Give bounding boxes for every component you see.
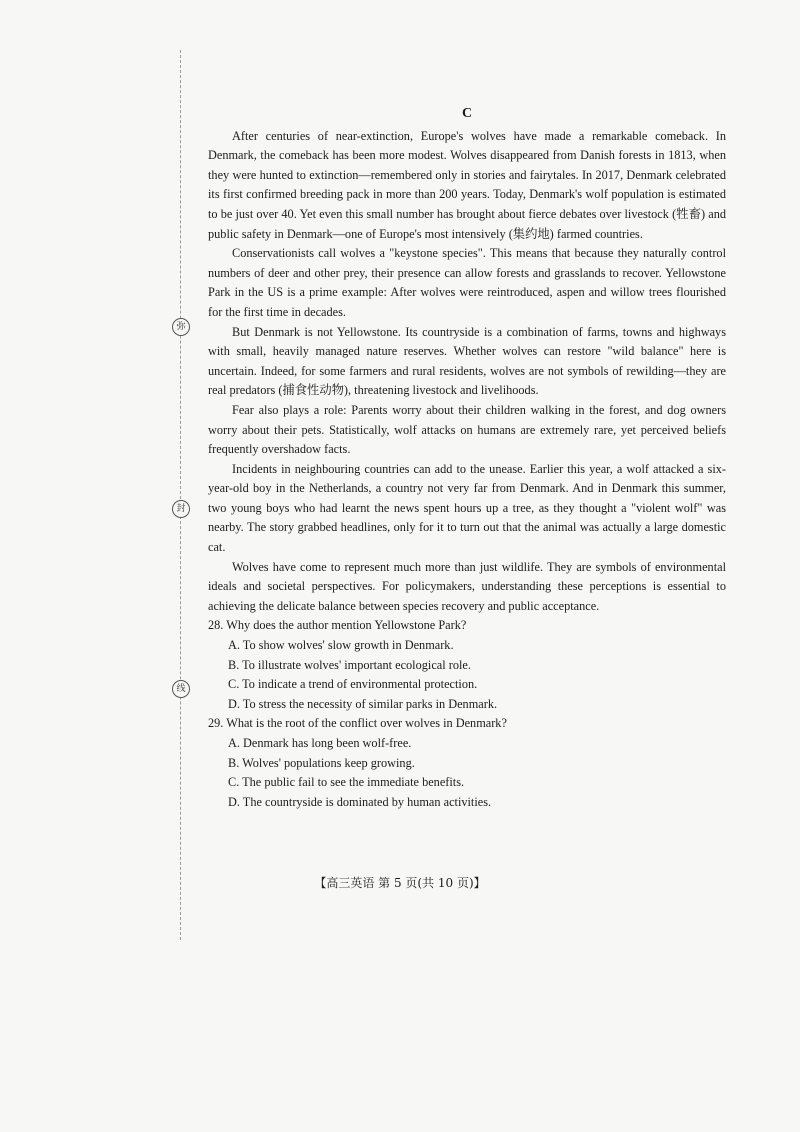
option-d: D. To stress the necessity of similar parks in Denmark. xyxy=(228,696,498,711)
passage-paragraph-2: Conservationists call wolves a "keystone species". This means that because they naturally control numbers of deer and other prey, their presence can allow forests and grasslands to recover. Yellowstone Park in the US is a prime example: After wolves were reintroduced, aspen and willow trees flourished for the first time in decades. xyxy=(208,246,726,319)
option-c: C. The public fail to see the immediate benefits. xyxy=(228,775,465,790)
passage-paragraph-5: Incidents in neighbouring countries can add to the unease. Earlier this year, a wolf attacked a six-year-old boy in the Netherlands, a country not very far from Denmark. And in Denmark this summer, two young boys who had learnt the news spent hours up a tree, as they thought a "violent wolf" was nearby. The story grabbed headlines, only for it to turn out that the animal was actually a large domestic cat. xyxy=(208,461,726,555)
option-a: A. Denmark has long been wolf-free. xyxy=(228,736,412,750)
section-heading: C xyxy=(461,106,473,121)
binding-dashed-line xyxy=(180,50,181,940)
reading-passage xyxy=(208,127,726,617)
passage-paragraph-3: But Denmark is not Yellowstone. Its countryside is a combination of farms, towns and highways with small, heavily managed nature reserves. Whether wolves can restore "wild balance" here is uncertain. Indeed, for some farmers and rural residents, wolves are not symbols of rewilding—they are real predators (捕食性动物), threatening livestock and livelihoods. xyxy=(208,324,726,398)
option-b: B. Wolves' populations keep growing. xyxy=(228,755,415,770)
exam-page xyxy=(208,104,726,812)
passage-paragraph-4: Fear also plays a role: Parents worry about their children walking in the forest, and dog owners worry about their pets. Statistically, wolf attacks on humans are extremely rare, yet perceived beliefs frequently overshadow facts. xyxy=(208,402,726,457)
question-29 xyxy=(208,714,726,812)
option-b: B. To illustrate wolves' important ecological role. xyxy=(228,657,471,672)
page-footer: 【高三英语 第 5 页(共 10 页)】 xyxy=(314,876,486,890)
binding-mark-xian: 线 xyxy=(172,680,190,698)
question-28 xyxy=(208,616,726,714)
passage-paragraph-1: After centuries of near-extinction, Europe's wolves have made a remarkable comeback. In Denmark, the comeback has been more modest. Wolves disappeared from Danish forests in 1813, when they were hunted to extinction—remembered only in stories and fairytales. In 2017, Denmark celebrated its first confirmed breeding pack in more than 200 years. Today, Denmark's wolf population is estimated to be just over 40. Yet even this small number has brought about fierce debates over livestock (牲畜) and public safety in Denmark—one of Europe's most intensively (集约地) farmed countries. xyxy=(208,128,726,241)
option-c: C. To indicate a trend of environmental protection. xyxy=(228,677,478,692)
passage-paragraph-6: Wolves have come to represent much more than just wildlife. They are symbols of environmental ideals and societal perspectives. For policymakers, understanding these perceptions is essential to achieving the delicate balance between species recovery and public acceptance. xyxy=(208,559,726,613)
option-a: A. To show wolves' slow growth in Denmark. xyxy=(228,638,454,653)
binding-mark-mi: 弥 xyxy=(172,318,190,336)
question-stem: 29. What is the root of the conflict over wolves in Denmark? xyxy=(208,716,507,731)
option-d: D. The countryside is dominated by human activities. xyxy=(228,794,492,809)
question-stem: 28. Why does the author mention Yellowstone Park? xyxy=(208,618,467,633)
binding-mark-feng: 封 xyxy=(172,500,190,518)
